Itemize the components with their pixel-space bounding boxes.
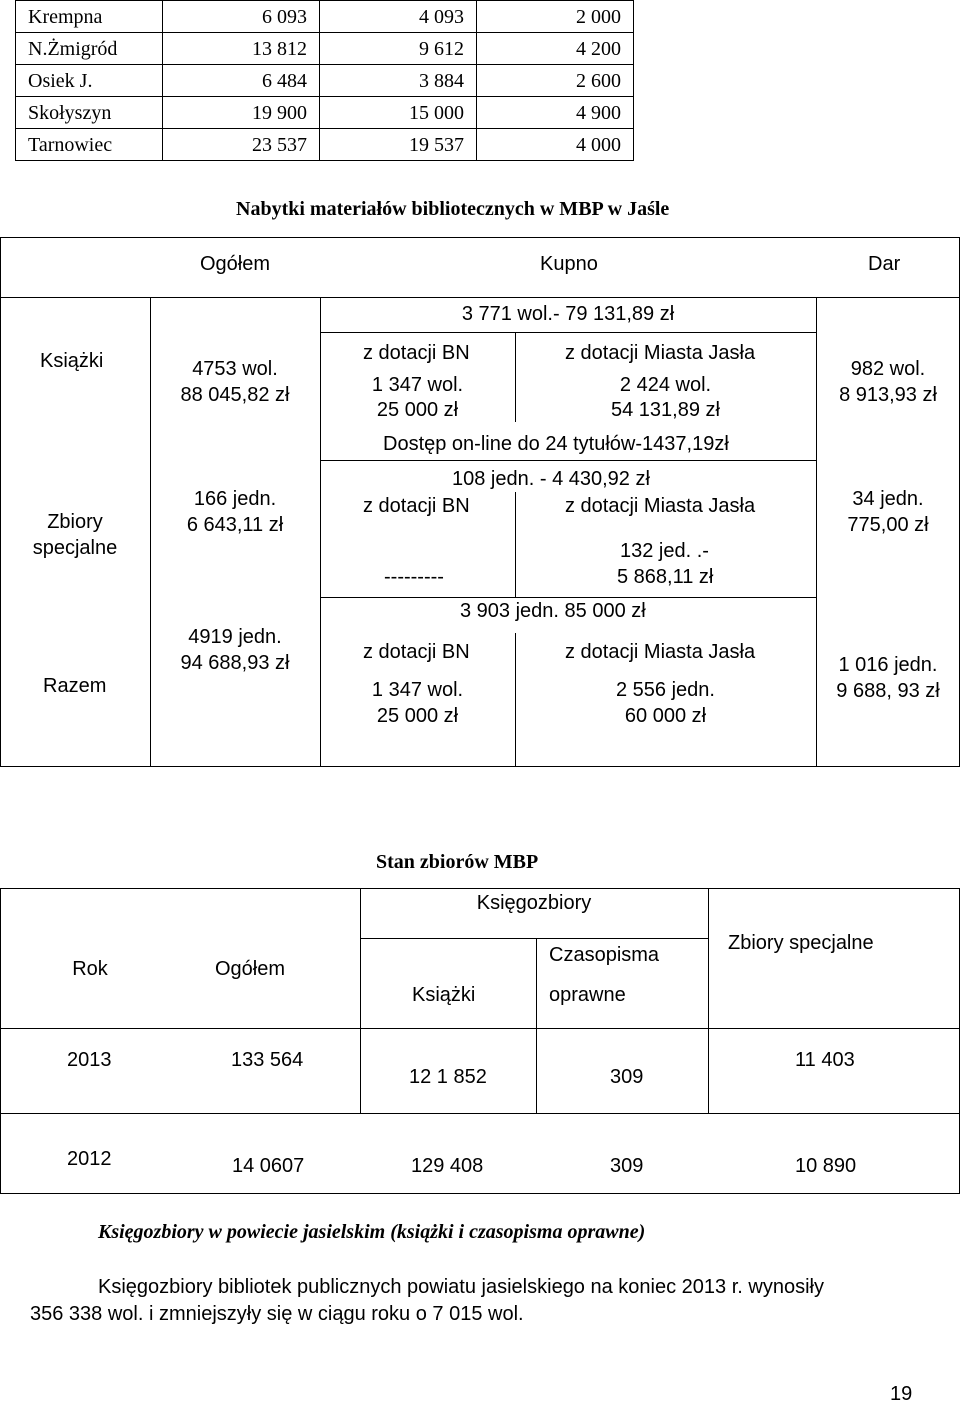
kupno-bn-label: z dotacji BN bbox=[363, 495, 470, 517]
kupno-ksiazki-miasto-value: 54 131,89 zł bbox=[611, 399, 720, 421]
dar-ksiazki-value: 8 913,93 zł bbox=[839, 384, 937, 406]
stan-row-ogolem: 14 0607 bbox=[232, 1155, 305, 1177]
value-cell: 13 812 bbox=[163, 33, 320, 65]
stan-header-rok: Rok bbox=[72, 958, 108, 980]
header-kupno: Kupno bbox=[540, 253, 598, 275]
municipality-cell: Skołyszyn bbox=[16, 97, 163, 129]
library-stats-table bbox=[15, 0, 634, 161]
table-row bbox=[16, 129, 634, 161]
stan-row-ogolem: 133 564 bbox=[231, 1049, 304, 1071]
row-label-zbiory: Zbiory bbox=[47, 511, 103, 533]
dar-ksiazki-qty: 982 wol. bbox=[850, 358, 926, 380]
kupno-razem-bn-qty: 1 347 wol. bbox=[371, 679, 464, 701]
value-cell: 19 900 bbox=[163, 97, 320, 129]
kupno-ksiazki-miasto-qty: 2 424 wol. bbox=[619, 374, 712, 396]
header-dar: Dar bbox=[868, 253, 901, 275]
kupno-ksiazki-bn-qty: 1 347 wol. bbox=[371, 374, 464, 396]
stan-header-ksiegozbiory: Księgozbiory bbox=[476, 892, 592, 914]
kupno-razem-miasto-value: 60 000 zł bbox=[624, 705, 707, 727]
ogolem-razem-qty: 4919 jedn. bbox=[188, 626, 282, 648]
kupno-bn-label: z dotacji BN bbox=[363, 641, 470, 663]
value-cell: 15 000 bbox=[320, 97, 477, 129]
kupno-ksiazki-bn-value: 25 000 zł bbox=[376, 399, 459, 421]
stan-header-oprawne: oprawne bbox=[549, 984, 626, 1006]
table-row bbox=[16, 33, 634, 65]
value-cell: 19 537 bbox=[320, 129, 477, 161]
stan-row-czasopisma: 309 bbox=[610, 1066, 644, 1088]
table-row bbox=[16, 1, 634, 33]
value-cell: 3 884 bbox=[320, 65, 477, 97]
stan-row-zbiory: 11 403 bbox=[795, 1049, 855, 1071]
kupno-ksiazki-total: 3 771 wol.- 79 131,89 zł bbox=[461, 303, 675, 325]
kupno-zbiory-total: 108 jedn. - 4 430,92 zł bbox=[452, 468, 650, 490]
stan-row-czasopisma: 309 bbox=[610, 1155, 644, 1177]
page-number: 19 bbox=[890, 1383, 913, 1405]
stan-header-czasopisma: Czasopisma bbox=[549, 944, 660, 966]
paragraph-line-1: Księgozbiory bibliotek publicznych powiatu jasielskiego na koniec 2013 r. wynosiły bbox=[98, 1276, 824, 1298]
dar-razem-qty: 1 016 jedn. bbox=[838, 654, 938, 676]
value-cell: 6 484 bbox=[163, 65, 320, 97]
value-cell: 2 600 bbox=[477, 65, 634, 97]
value-cell: 9 612 bbox=[320, 33, 477, 65]
stan-header-ogolem: Ogółem bbox=[214, 958, 286, 980]
stan-row-zbiory: 10 890 bbox=[795, 1155, 857, 1177]
value-cell: 4 000 bbox=[477, 129, 634, 161]
stan-row-rok: 2012 bbox=[67, 1148, 112, 1170]
row-label-specjalne: specjalne bbox=[32, 537, 118, 559]
kupno-razem-total: 3 903 jedn. 85 000 zł bbox=[460, 600, 646, 622]
value-cell: 23 537 bbox=[163, 129, 320, 161]
value-cell: 4 900 bbox=[477, 97, 634, 129]
row-label-razem: Razem bbox=[43, 675, 107, 697]
value-cell: 2 000 bbox=[477, 1, 634, 33]
section-heading: Księgozbiory w powiecie jasielskim (książki i czasopisma oprawne) bbox=[98, 1221, 646, 1243]
stan-header-zbiory: Zbiory specjalne bbox=[728, 932, 874, 954]
value-cell: 4 200 bbox=[477, 33, 634, 65]
kupno-zbiory-bn: --------- bbox=[384, 566, 444, 588]
stan-row-rok: 2013 bbox=[67, 1049, 112, 1071]
nabytki-title: Nabytki materiałów bibliotecznych w MBP w Jaśle bbox=[236, 198, 670, 220]
kupno-miasto-label: z dotacji Miasta Jasła bbox=[565, 342, 756, 364]
ogolem-zbiory-qty: 166 jedn. bbox=[193, 488, 277, 510]
table-row bbox=[16, 97, 634, 129]
kupno-online: Dostęp on-line do 24 tytułów-1437,19zł bbox=[383, 433, 729, 455]
value-cell: 6 093 bbox=[163, 1, 320, 33]
municipality-cell: Osiek J. bbox=[16, 65, 163, 97]
municipality-cell: Tarnowiec bbox=[16, 129, 163, 161]
kupno-miasto-label: z dotacji Miasta Jasła bbox=[565, 641, 756, 663]
table-row bbox=[16, 65, 634, 97]
kupno-miasto-label: z dotacji Miasta Jasła bbox=[565, 495, 756, 517]
kupno-zbiory-miasto-qty: 132 jed. .- bbox=[620, 540, 709, 562]
value-cell: 4 093 bbox=[320, 1, 477, 33]
stan-header-ksiazki: Książki bbox=[412, 984, 476, 1006]
kupno-razem-miasto-qty: 2 556 jedn. bbox=[616, 679, 715, 701]
paragraph-line-2: 356 338 wol. i zmniejszyły się w ciągu roku o 7 015 wol. bbox=[30, 1303, 524, 1325]
stan-row-ksiazki: 129 408 bbox=[411, 1155, 484, 1177]
kupno-zbiory-miasto-value: 5 868,11 zł bbox=[617, 566, 714, 588]
municipality-cell: Krempna bbox=[16, 1, 163, 33]
stan-row-ksiazki: 12 1 852 bbox=[409, 1066, 487, 1088]
header-ogolem: Ogółem bbox=[200, 253, 271, 275]
ogolem-ksiazki-qty: 4753 wol. bbox=[192, 358, 278, 380]
row-label-ksiazki: Książki bbox=[40, 350, 104, 372]
kupno-bn-label: z dotacji BN bbox=[363, 342, 470, 364]
kupno-razem-bn-value: 25 000 zł bbox=[376, 705, 459, 727]
municipality-cell: N.Żmigród bbox=[16, 33, 163, 65]
ogolem-razem-value: 94 688,93 zł bbox=[180, 652, 290, 674]
dar-zbiory-value: 775,00 zł bbox=[847, 514, 929, 536]
dar-zbiory-qty: 34 jedn. bbox=[852, 488, 924, 510]
dar-razem-value: 9 688, 93 zł bbox=[836, 680, 940, 702]
ogolem-ksiazki-value: 88 045,82 zł bbox=[180, 384, 290, 406]
ogolem-zbiory-value: 6 643,11 zł bbox=[186, 514, 284, 536]
stan-title: Stan zbiorów MBP bbox=[376, 851, 539, 873]
